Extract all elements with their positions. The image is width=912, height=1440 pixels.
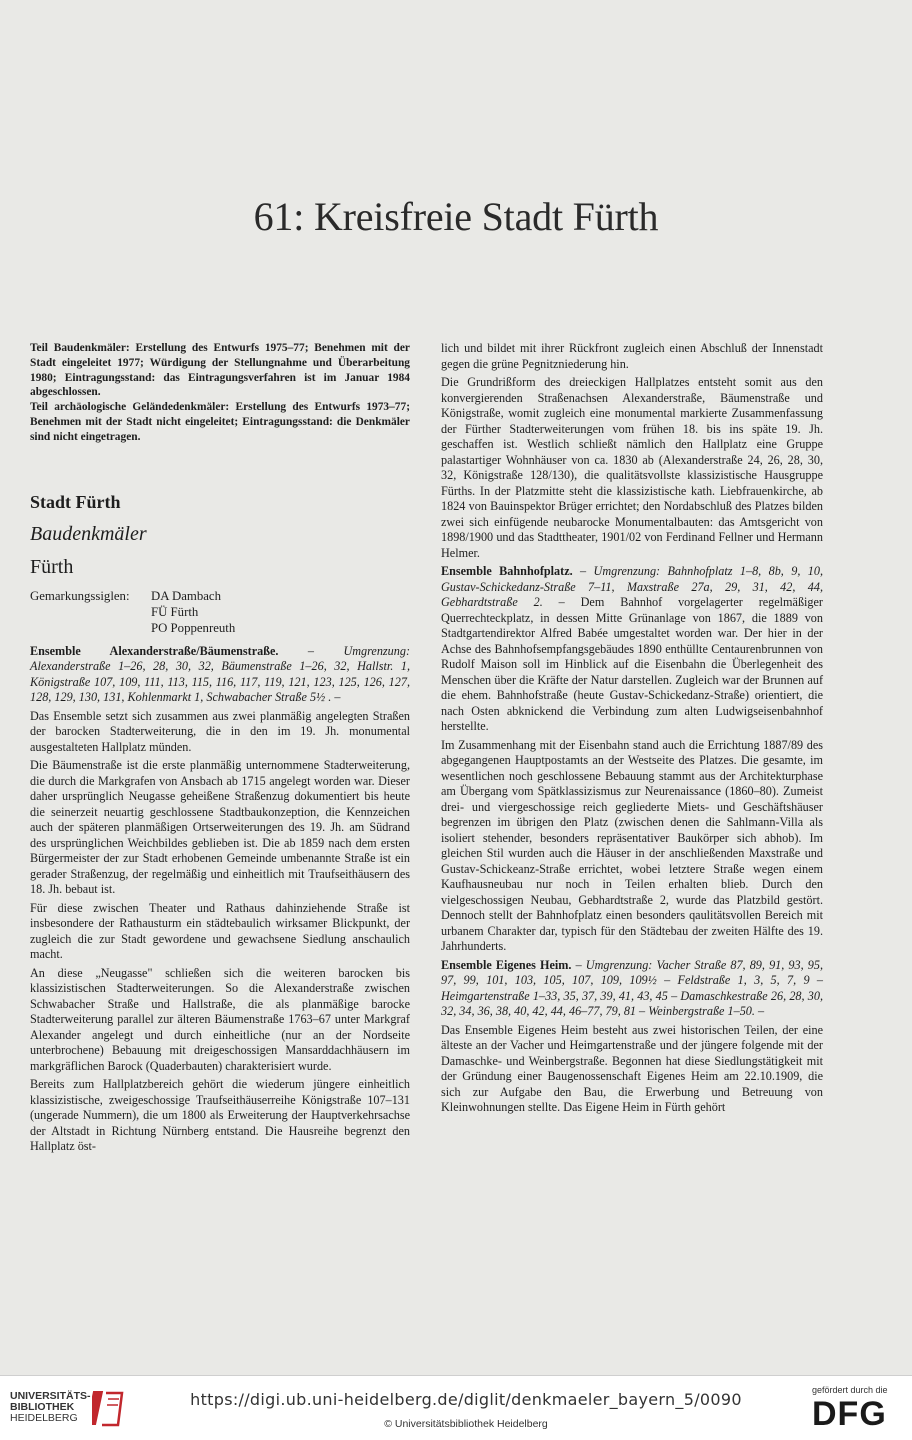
library-name-line: UNIVERSITÄTS- — [10, 1390, 91, 1402]
dfg-logo[interactable]: DFG — [812, 1395, 887, 1433]
paragraph: Das Ensemble Eigenes Heim besteht aus zwei historischen Teilen, der eine älteste an der Vacher und Heimgartenstraße und der jüngere folgende mit der Damaschke- und Weinbergstraße. Begonnen hat diese Siedlungstätigkeit mit der Gründung einer Baugenossenschaft Eigenes Heim am 22.10.1909, die sich zur Aufgabe den Bau, die Erwerbung und Betreuung von Kleinwohnungen stellte. Das Eigene Heim in Fürth gehört — [441, 1022, 823, 1114]
right-column — [441, 341, 823, 1119]
ensemble-boundary: Umgrenzung: Bahnhofplatz 1–8, 8b, 9, 10, Gustav-Schickedanz-Straße 7–11, Maxstraße 27a, 29, 31, 42, 44, Gebhardtstraße 2. — [441, 564, 823, 609]
gemarkungssiglen — [30, 588, 410, 636]
paragraph: Die Bäumenstraße ist die erste planmäßig unternommene Stadterweiterung, die durch die Markgrafen von Ansbach ab 1715 angelegt worden war. Dieser daher ursprünglich Neugasse geheißene Straßenzug dokumentiert bis heute die seinerzeit neuartig geschlossene Stadtbaukonzeption, die Kennzeichen auch der späteren planmäßigen Ortserweiterungen des 19. Jh. am Südrand des ursprünglichen Weichbildes geblieben ist. Die ab 1859 nach dem ersten Bürgermeister der zur Stadt erhobenen Gemeinde umbenannte Straße ist ein gerader Straßenzug, der regelmäßig und einheitlich mit Traufseithäusern des 18. Jh. bebaut ist. — [30, 758, 410, 897]
sigle-fuerth: FÜ Fürth — [151, 604, 199, 619]
sigle-poppenreuth: PO Poppenreuth — [151, 620, 236, 635]
heading-baudenkmaeler: Baudenkmäler — [30, 522, 147, 545]
library-name-line: BIBLIOTHEK — [10, 1401, 75, 1413]
page-title: 61: Kreisfreie Stadt Fürth — [253, 193, 659, 239]
paragraph: lich und bildet mit ihrer Rückfront zugleich einen Abschluß der Innenstadt gegen die grüne Pegnitzniederung hin. — [441, 341, 823, 371]
ensemble-name: Ensemble Eigenes Heim. — [441, 957, 572, 972]
intro-baudenkmaeler: Teil Baudenkmäler: Erstellung des Entwurfs 1975–77; Benehmen mit der Stadt eingeleitet 1977; Würdigung der Stellungnahme und Überarbeitung 1980; Eintragungsstand: das Eintragungsverfahren ist im Januar 1984 abgeschlossen. — [30, 342, 410, 399]
sigles-label: Gemarkungssiglen: — [30, 588, 130, 603]
left-column — [30, 341, 410, 1158]
sigle-dambach: DA Dambach — [151, 588, 222, 603]
ensemble-name: Ensemble Alexanderstraße/Bäumenstraße. — [30, 643, 279, 658]
heading-fuerth: Fürth — [30, 555, 74, 578]
intro-block — [30, 341, 410, 445]
ensemble-dash: – — [571, 957, 586, 972]
paragraph: An diese „Neugasse" schließen sich die weiteren barocken bis klassizistischen Stadterweiterungen. So die Alexanderstraße zwischen Schwabacher Straße und Hallstraße, die als planmäßige barocke Stadterweiterung parallel zur älteren Bäumenstraße 1763–67 unter Markgraf Alexander angelegt und durch einheitliche (nur an der Nordseite unterbrochene) Bebauung mit dreigeschossigen Mansarddachhäusern im markgräflichen Barock (Quaderbauten) charakterisiert wurde. — [30, 965, 410, 1073]
ensemble-bahnhofplatz — [441, 564, 823, 735]
heading-stadt-fuerth: Stadt Fürth — [30, 491, 121, 512]
ensemble-name: Ensemble Bahnhofplatz. — [441, 564, 573, 578]
funded-by-label: gefördert durch die — [812, 1385, 888, 1395]
ensemble-eigenes-heim — [441, 958, 823, 1020]
ensemble-dash: – — [572, 564, 594, 578]
ensemble-text: – Dem Bahnhof vorgelagerter regelmäßiger Querrechteckplatz, in dessen Mitte Grünanlage von 1867, die 1889 von Stadtgartendirektor Alfred Babée umgestaltet worden war. Der hier in der Achse des Bahnhofsempfangsgebäudes 1890 enthüllte Centaurenbrunnen von Rudolf Maison soll im Hinblick auf die Eisenbahn die Überlegenheit des Menschen über die Kräfte der Natur darstellen. Zugleich war der Brunnen auf die ehem. Bahnhofstraße (heute Gustav-Schickedanz-Straße) orientiert, die nach Osten abknickend die Verbindung zum alten Ludwigseisenbahnhof herstellte. — [441, 595, 823, 733]
library-name[interactable] — [10, 1391, 96, 1424]
paragraph: Bereits zum Hallplatzbereich gehört die wiederum jüngere einheitlich klassizistische, zweigeschossige Traufseithäuserreihe Königstraße 107–131 (ungerade Nummern), die um 1800 als Erweiterung der Hauptverkehrsachse der Altstadt in Richtung Nürnberg entstand. Die Hausreihe begrenzt den Hallplatz öst- — [30, 1077, 410, 1154]
paragraph: Die Grundrißform des dreieckigen Hallplatzes entsteht somit aus den konvergierenden Straßenachsen Alexanderstraße, Bäumenstraße und Königstraße, womit zugleich eine monumental markierte Zusammenfassung der Fürther Stadterweiterungen vom frühen 18. bis ins späte 19. Jh. geschaffen ist. Westlich schließt nämlich den Hallplatz eine Gruppe palastartiger Wohnhäuser von ca. 1830 ab (Alexanderstraße 24, 26, 28, 30, 32, Königstraße 128/130), die qualitätsvollste klassizistische Hausgruppe Fürths. In der Platzmitte steht die klassizistische kath. Liebfrauenkirche, ab 1824 von Bauinspektor Brüger errichtet; den Nordabschluß des Platzes bilden zwei sich einfügende neubarocke Monumentalbauten: das Amtsgericht von 1898/1900 und das Stadttheater, 1901/02 von Ferdinand Fellner und Hermann Helmer. — [441, 375, 823, 560]
library-logo-icon — [92, 1387, 126, 1429]
viewer-footer — [0, 1375, 912, 1440]
ensemble-alexanderstrasse — [30, 644, 410, 706]
paragraph: Das Ensemble setzt sich zusammen aus zwei planmäßig angelegten Straßen der barocken Stadterweiterung, die in den im 19. Jh. monumental ausgestalteten Hallplatz münden. — [30, 708, 410, 754]
copyright-note: © Universitätsbibliothek Heidelberg — [384, 1418, 548, 1430]
ensemble-boundary: Umgrenzung: Alexanderstraße 1–26, 28, 30, 32, Bäumenstraße 1–26, 32, Hallstr. 1, Königstraße 107, 109, 111, 113, 115, 116, 117, 119, 121, 123, 125, 126, 127, 128, 129, 130, 131, Kohlenmarkt 1, Schwabacher Straße 5½ . – — [30, 643, 411, 705]
paragraph: Im Zusammenhang mit der Eisenbahn stand auch die Errichtung 1887/89 des abgegangenen Hauptpostamts an der Westseite des Platzes. Die gesamte, im wesentlichen noch geschlossene Bebauung stammt aus der Architekturphase am Übergang vom Spätklassizismus zur Neurenaissance (1860–80). Zumeist drei- und viergeschossige reich gegliederte Miets- und Geschäftshäuser begrenzen im übrigen den Platz (zwischen denen die Sahlmann-Villa als isoliert stehender, besonders repräsentativer Baukörper sich abhob). Im gleichen Stil wurden auch die Häuser in der anschließenden Maxstraße und Gustav-Schickeanz-Straße errichtet, wobei letztere Straße wegen einem Kaufhausneubau nur noch in Teilen erhalten blieb. Durch den vielgeschossigen Neubau, Gebhardtstraße 2, wurde das Platzbild gestört. Dennoch stellt der Bahnhofplatz einen besonders qaulitätsvollen Bereich mit urbanem Charakter dar, typisch für den Städtebau der zweiten Hälfte des 19. Jahrhunderts. — [441, 737, 823, 953]
library-name-line: HEIDELBERG — [10, 1412, 78, 1424]
page-url-link[interactable]: https://digi.ub.uni-heidelberg.de/diglit/denkmaeler_bayern_5/0090 — [190, 1390, 742, 1409]
intro-archaeologie: Teil archäologische Geländedenkmäler: Erstellung des Entwurfs 1973–77; Benehmen mit der Stadt nicht eingeleitet; Eintragungsstand: die Denkmäler sind nicht eingetragen. — [30, 401, 410, 443]
ensemble-dash: – — [278, 643, 344, 658]
paragraph: Für diese zwischen Theater und Rathaus dahinziehende Straße ist insbesondere der Rathausturm ein städtebaulich wirksamer Blickpunkt, der zugleich die zur Stadt gewordene und gewachsene Siedlung anschaulich macht. — [30, 900, 410, 962]
ensemble-boundary: Umgrenzung: Vacher Straße 87, 89, 91, 93, 95, 97, 99, 101, 103, 105, 107, 109, 109½ – Feldstraße 1, 3, 5, 7, 9 – Heimgartenstraße 1–33, 35, 37, 39, 41, 43, 45 – Damaschkestraße 26, 28, 30, 32, 34, 36, 38, 40, 42, 44, 46–77, 79, 81 – Weinbergstraße 1–50. – — [441, 957, 824, 1018]
